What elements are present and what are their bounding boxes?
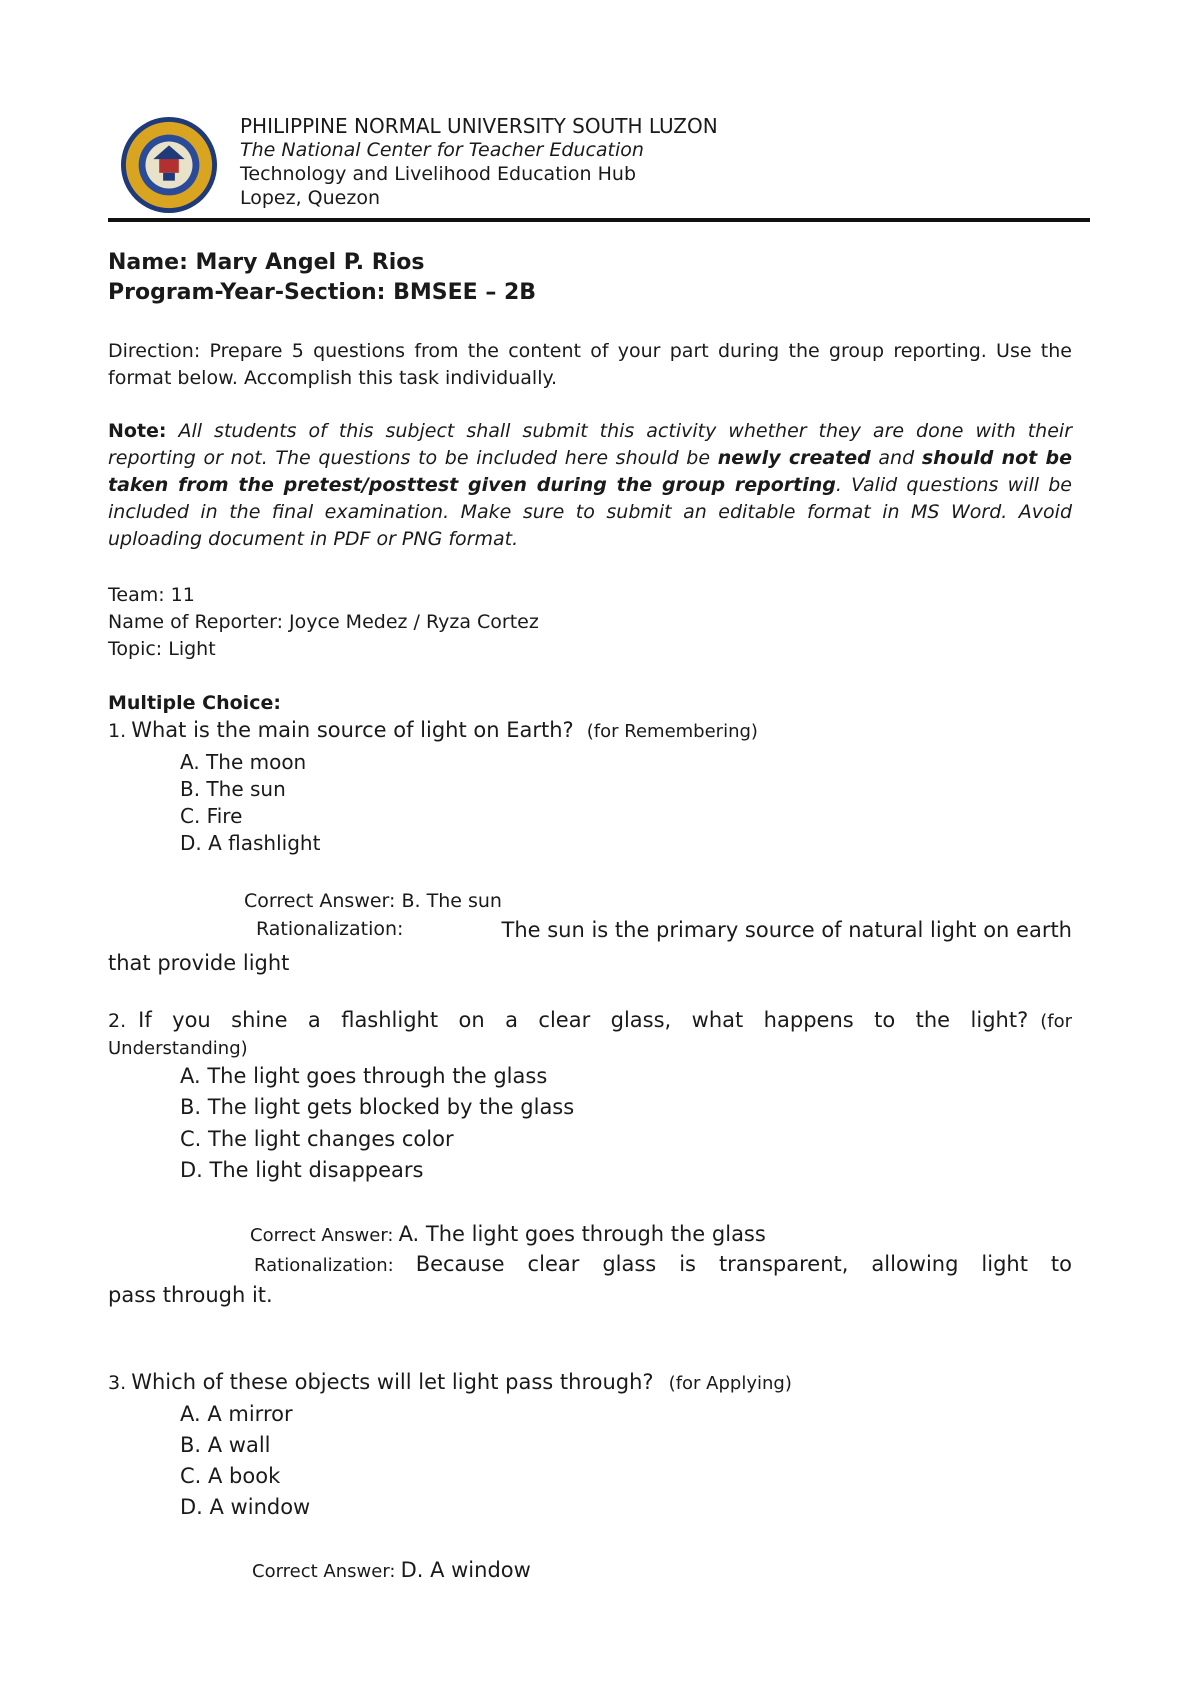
team-line: Team: 11: [108, 584, 195, 606]
question-level: (for Applying): [668, 1373, 792, 1394]
header-divider: [108, 218, 1090, 222]
rationalization-1: [256, 918, 1072, 942]
question-number: 3.: [108, 1372, 127, 1394]
option-c: C. A book: [180, 1464, 281, 1488]
option-b: B. The sun: [180, 777, 286, 801]
option-c: C. The light changes color: [180, 1127, 454, 1151]
direction-label: Direction:: [108, 340, 201, 362]
rationalization-2: [254, 1252, 1072, 1276]
campus-location: Lopez, Quezon: [240, 187, 381, 209]
correct-answer-value: D. A window: [400, 1558, 531, 1582]
student-name: Name: Mary Angel P. Rios: [108, 250, 425, 275]
question-level: (for Remembering): [586, 721, 758, 742]
option-d: D. The light disappears: [180, 1158, 424, 1182]
hub-name: Technology and Livelihood Education Hub: [240, 163, 637, 185]
correct-answer-value: B. The sun: [401, 890, 502, 912]
option-a: A. The moon: [180, 750, 307, 774]
note-text-1: All students of this subject shall submit this activity whether they are done with their reporting or not. The questions to be included here should be: [108, 420, 1073, 469]
option-d: D. A window: [180, 1495, 311, 1519]
option-b: B. The light gets blocked by the glass: [180, 1095, 575, 1119]
note-bold-1: newly created: [717, 447, 871, 469]
correct-answer-3: [252, 1558, 531, 1582]
correct-answer-2: [250, 1222, 766, 1246]
option-d: D. A flashlight: [180, 831, 321, 855]
question-text: What is the main source of light on Earth?: [131, 718, 574, 742]
question-text: If you shine a flashlight on a clear glass, what happens to the light?: [138, 1008, 1029, 1032]
option-b: B. A wall: [180, 1433, 271, 1457]
note-text-3: . Valid questions will be included in the final examination. Make sure to submit an editable format in MS Word. Avoid uploading document in PDF or PNG format.: [108, 474, 1072, 550]
note-paragraph: [108, 418, 1072, 553]
university-name: PHILIPPINE NORMAL UNIVERSITY SOUTH LUZON: [240, 114, 718, 138]
section-title: Multiple Choice:: [108, 692, 281, 714]
rationalization-label: Rationalization:: [254, 1255, 394, 1276]
rationalization-label: Rationalization:: [256, 918, 404, 940]
rationalization-continued: that provide light: [108, 951, 290, 975]
direction-paragraph: [108, 338, 1072, 392]
rationalization-continued: pass through it.: [108, 1283, 273, 1307]
rationalization-text: Because clear glass is transparent, allowing light to: [415, 1252, 1072, 1276]
question-level-continued: Understanding): [108, 1038, 248, 1059]
option-c: C. Fire: [180, 804, 243, 828]
correct-answer-label: Correct Answer:: [252, 1561, 396, 1582]
correct-answer-1: [244, 890, 502, 912]
option-a: A. The light goes through the glass: [180, 1064, 548, 1088]
correct-answer-value: A. The light goes through the glass: [398, 1222, 766, 1246]
question-number: 2.: [108, 1010, 127, 1032]
question-2: [108, 1008, 1072, 1032]
program-year-section: Program-Year-Section: BMSEE – 2B: [108, 280, 537, 305]
question-3: [108, 1370, 792, 1394]
rationalization-text: The sun is the primary source of natural light on earth: [501, 918, 1072, 942]
question-number: 1.: [108, 720, 127, 742]
direction-text: Prepare 5 questions from the content of your part during the group reporting. Use the format below. Accomplish this task individually.: [108, 340, 1072, 389]
correct-answer-label: Correct Answer:: [250, 1225, 394, 1246]
option-a: A. A mirror: [180, 1402, 293, 1426]
note-label: Note:: [108, 420, 167, 442]
correct-answer-label: Correct Answer:: [244, 890, 396, 912]
university-tagline: The National Center for Teacher Education: [240, 139, 644, 161]
reporter-line: Name of Reporter: Joyce Medez / Ryza Cortez: [108, 611, 539, 633]
note-bold-2: should not be taken from the pretest/posttest given during the group reporting: [108, 447, 1072, 496]
note-text-2: and: [878, 447, 915, 469]
question-text: Which of these objects will let light pass through?: [131, 1370, 654, 1394]
university-seal-icon: [120, 116, 218, 214]
question-level: (for: [1040, 1011, 1072, 1032]
topic-line: Topic: Light: [108, 638, 216, 660]
question-1: [108, 718, 758, 742]
